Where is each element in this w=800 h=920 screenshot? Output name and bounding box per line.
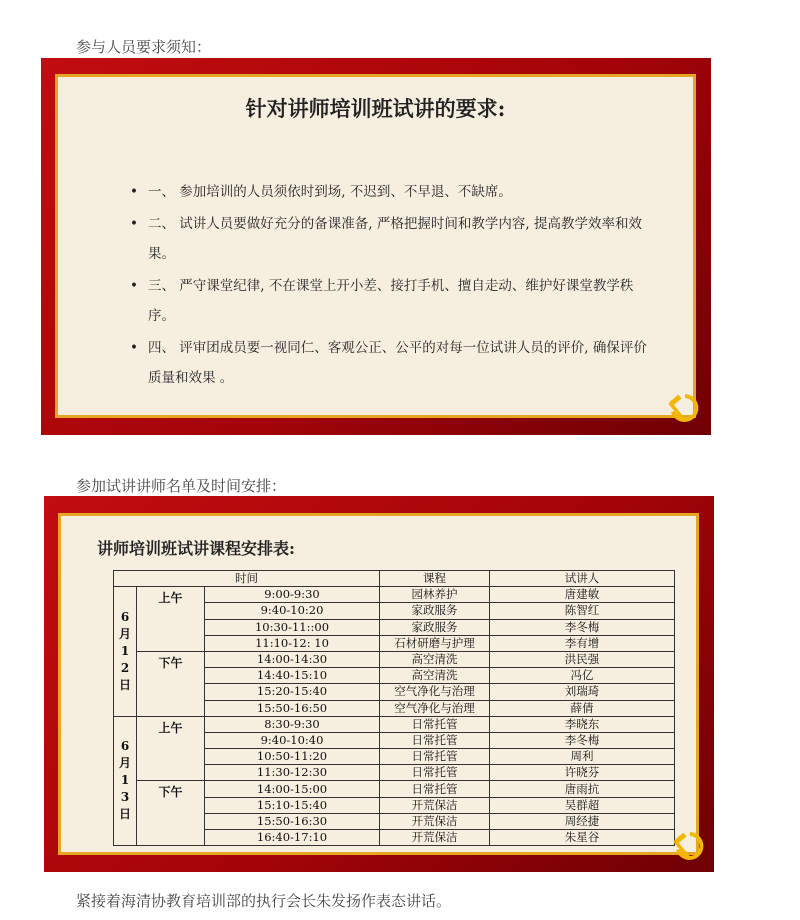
requirements-panel: [41, 58, 711, 435]
speaker-cell: 李有增: [490, 635, 675, 651]
schedule-panel: [44, 496, 714, 872]
time-cell: 16:40-17:10: [205, 830, 380, 846]
hammer-sickle-emblem-icon: [663, 388, 703, 428]
header-course: 课程: [380, 571, 490, 587]
speaker-cell: 许晓芬: [490, 765, 675, 781]
course-cell: 开荒保洁: [380, 797, 490, 813]
course-cell: 空气净化与治理: [380, 700, 490, 716]
requirements-title: 针对讲师培训班试讲的要求:: [245, 96, 506, 121]
speaker-cell: 朱星谷: [490, 830, 675, 846]
course-cell: 日常托管: [380, 716, 490, 732]
course-cell: 日常托管: [380, 749, 490, 765]
speaker-cell: 唐建敏: [490, 587, 675, 603]
time-cell: 8:30-9:30: [205, 716, 380, 732]
course-cell: 家政服务: [380, 619, 490, 635]
requirements-list: [128, 177, 648, 395]
period-cell: 下午: [137, 781, 205, 846]
time-cell: 14:00-15:00: [205, 781, 380, 797]
course-cell: 日常托管: [380, 765, 490, 781]
speaker-cell: 李晓东: [490, 716, 675, 732]
requirements-inner: [55, 74, 696, 418]
period-cell: 上午: [137, 587, 205, 652]
time-cell: 10:30-11::00: [205, 619, 380, 635]
speaker-cell: 洪民强: [490, 651, 675, 667]
course-cell: 开荒保洁: [380, 813, 490, 829]
hammer-sickle-emblem-icon: [668, 826, 708, 866]
speaker-cell: 冯亿: [490, 668, 675, 684]
speaker-cell: 周经捷: [490, 813, 675, 829]
schedule-title: 讲师培训班试讲课程安排表:: [97, 539, 295, 558]
table-row: [114, 781, 675, 797]
period-cell: 下午: [137, 651, 205, 716]
speaker-cell: 唐雨抗: [490, 781, 675, 797]
time-cell: 11:10-12: 10: [205, 635, 380, 651]
schedule-inner: [58, 513, 699, 855]
course-cell: 日常托管: [380, 781, 490, 797]
table-header-row: [114, 571, 675, 587]
time-cell: 15:50-16:50: [205, 700, 380, 716]
date-cell: 6月12日: [114, 587, 137, 717]
footer-caption: 紧接着海清协教育培训部的执行会长朱发扬作表态讲话。: [76, 892, 452, 910]
time-cell: 11:30-12:30: [205, 765, 380, 781]
speaker-cell: 周利: [490, 749, 675, 765]
time-cell: 9:40-10:20: [205, 603, 380, 619]
course-cell: 园林养护: [380, 587, 490, 603]
time-cell: 15:10-15:40: [205, 797, 380, 813]
time-cell: 15:20-15:40: [205, 684, 380, 700]
speaker-cell: 李冬梅: [490, 619, 675, 635]
course-cell: 石材研磨与护理: [380, 635, 490, 651]
time-cell: 14:00-14:30: [205, 651, 380, 667]
course-cell: 日常托管: [380, 732, 490, 748]
speaker-cell: 李冬梅: [490, 732, 675, 748]
requirement-item: • 一、 参加培训的人员须依时到场, 不迟到、不早退、不缺席。: [128, 177, 648, 207]
header-time: 时间: [114, 571, 380, 587]
requirement-item: • 四、 评审团成员要一视同仁、客观公正、公平的对每一位试讲人员的评价, 确保评价质量和效果 。: [128, 333, 648, 393]
table-row: [114, 651, 675, 667]
speaker-cell: 陈智红: [490, 603, 675, 619]
course-cell: 开荒保洁: [380, 830, 490, 846]
requirement-item: • 三、 严守课堂纪律, 不在课堂上开小差、接打手机、擅自走动、维护好课堂教学秩序。: [128, 271, 648, 331]
table-row: [114, 716, 675, 732]
time-cell: 9:40-10:40: [205, 732, 380, 748]
requirements-caption: 参与人员要求须知：: [76, 38, 212, 56]
schedule-caption: 参加试讲讲师名单及时间安排：: [76, 477, 287, 495]
course-cell: 高空清洗: [380, 651, 490, 667]
speaker-cell: 吴群超: [490, 797, 675, 813]
time-cell: 10:50-11:20: [205, 749, 380, 765]
table-row: [114, 587, 675, 603]
header-speaker: 试讲人: [490, 571, 675, 587]
requirement-item: • 二、 试讲人员要做好充分的备课准备, 严格把握时间和教学内容, 提高教学效率和效果。: [128, 209, 648, 269]
date-cell: 6月13日: [114, 716, 137, 846]
course-cell: 家政服务: [380, 603, 490, 619]
schedule-table: [113, 570, 675, 846]
time-cell: 14:40-15:10: [205, 668, 380, 684]
time-cell: 9:00-9:30: [205, 587, 380, 603]
speaker-cell: 刘瑞琦: [490, 684, 675, 700]
time-cell: 15:50-16:30: [205, 813, 380, 829]
speaker-cell: 薛倩: [490, 700, 675, 716]
period-cell: 上午: [137, 716, 205, 781]
course-cell: 高空清洗: [380, 668, 490, 684]
course-cell: 空气净化与治理: [380, 684, 490, 700]
